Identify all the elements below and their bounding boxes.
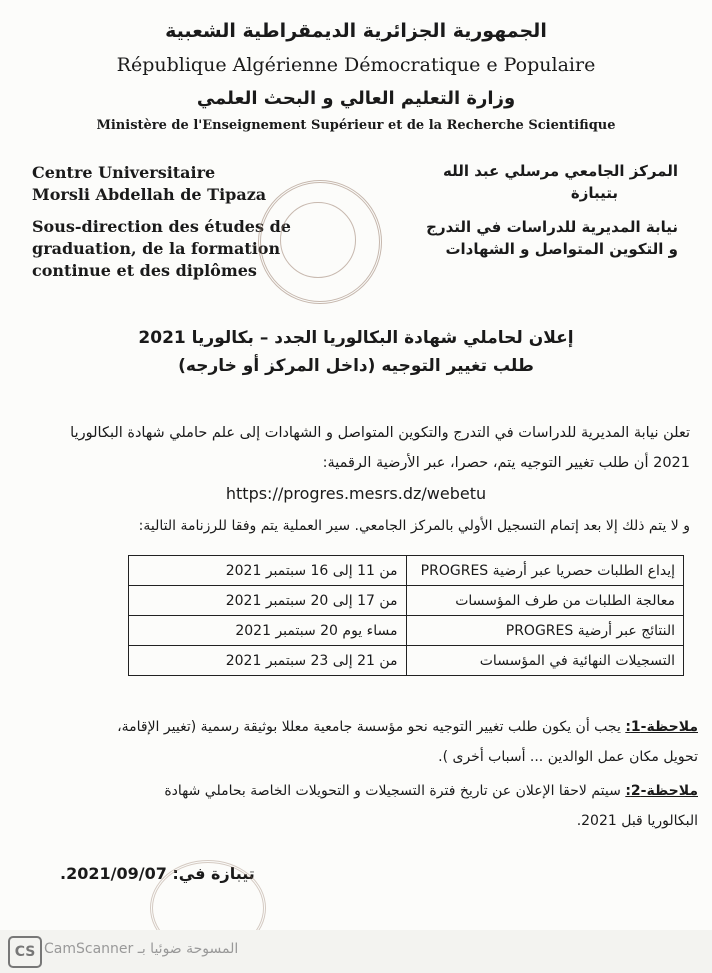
right-line-2: بتيبازة: [570, 184, 618, 202]
left-line-4: graduation, de la formation: [32, 239, 281, 258]
note-2-text: سيتم لاحقا الإعلان عن تاريخ فترة التسجيلات و التحويلات الخاصة بحاملي شهادة: [164, 783, 621, 799]
right-line-4: و التكوين المتواصل و الشهادات: [445, 240, 678, 258]
announcement-title: إعلان لحاملي شهادة البكالوريا الجدد – بكالوريا 2021: [138, 328, 574, 348]
note-2: [8, 776, 698, 836]
left-line-5: continue et des diplômes: [32, 261, 257, 280]
right-line-3: نيابة المديرية للدراسات في التدرج: [426, 218, 678, 236]
table-row: [129, 616, 684, 646]
left-line-2: Morsli Abdellah de Tipaza: [32, 185, 267, 204]
note-2-label: ملاحظة-2:: [625, 783, 698, 799]
schedule-dates: مساء يوم 20 سبتمبر 2021: [129, 616, 407, 646]
body-paragraph-1: [18, 418, 690, 478]
official-stamp-inner: [280, 202, 356, 278]
camscanner-text: CamScanner المسوحة ضوئيا بـ: [44, 941, 239, 957]
schedule-dates: من 11 إلى 16 سبتمبر 2021: [129, 556, 407, 586]
note-2-line-1: [8, 776, 698, 806]
header-ar-ministry: وزارة التعليم العالي و البحث العلمي: [196, 88, 516, 109]
header-fr-republic: République Algérienne Démocratique e Populaire: [116, 54, 596, 76]
table-row: [129, 646, 684, 676]
schedule-table: [128, 555, 684, 676]
camscanner-logo: CS: [8, 936, 42, 968]
announcement-subtitle: طلب تغيير التوجيه (داخل المركز أو خارجه): [178, 356, 534, 376]
left-line-1: Centre Universitaire: [32, 163, 216, 182]
schedule-activity: التسجيلات النهائية في المؤسسات: [406, 646, 684, 676]
body-paragraph-2: و لا يتم ذلك إلا بعد إتمام التسجيل الأولي بالمركز الجامعي. سير العملية يتم وفقا للرزنامة التالية:: [138, 518, 690, 534]
right-line-1: المركز الجامعي مرسلي عبد الله: [443, 162, 678, 180]
body-para1-line2: 2021 أن طلب تغيير التوجيه يتم، حصرا، عبر الأرضية الرقمية:: [322, 455, 690, 471]
note-1: [8, 712, 698, 772]
schedule-activity: النتائج عبر أرضية PROGRES: [406, 616, 684, 646]
schedule-activity: معالجة الطلبات من طرف المؤسسات: [406, 586, 684, 616]
note-1-line-2: تحويل مكان عمل الوالدين ... أسباب أخرى ).: [438, 749, 698, 765]
note-1-text: يجب أن يكون طلب تغيير التوجيه نحو مؤسسة جامعية معللا بوثيقة رسمية (تغيير الإقامة،: [117, 719, 621, 735]
schedule-activity: إيداع الطلبات حصريا عبر أرضية PROGRES: [406, 556, 684, 586]
right-institution-block: [388, 160, 678, 260]
note-2-line-2: البكالوريا قبل 2021.: [576, 813, 698, 829]
header-ar-republic: الجمهورية الجزائرية الديمقراطية الشعبية: [165, 20, 547, 42]
schedule-dates: من 17 إلى 20 سبتمبر 2021: [129, 586, 407, 616]
note-1-label: ملاحظة-1:: [625, 719, 698, 735]
left-institution-block: [32, 162, 291, 282]
body-para1-line1: تعلن نيابة المديرية للدراسات في التدرج والتكوين المتواصل و الشهادات إلى علم حاملي شهادة البكالوريا: [70, 425, 690, 441]
header-fr-ministry: Ministère de l'Enseignement Supérieur et de la Recherche Scientifique: [96, 118, 616, 133]
place-date: تيبازة في: 2021/09/07.: [60, 864, 255, 883]
left-line-3: Sous-direction des études de: [32, 217, 291, 236]
progres-url-link[interactable]: https://progres.mesrs.dz/webetu: [225, 484, 487, 503]
table-row: [129, 586, 684, 616]
note-1-line-1: [8, 712, 698, 742]
schedule-dates: من 21 إلى 23 سبتمبر 2021: [129, 646, 407, 676]
table-row: [129, 556, 684, 586]
